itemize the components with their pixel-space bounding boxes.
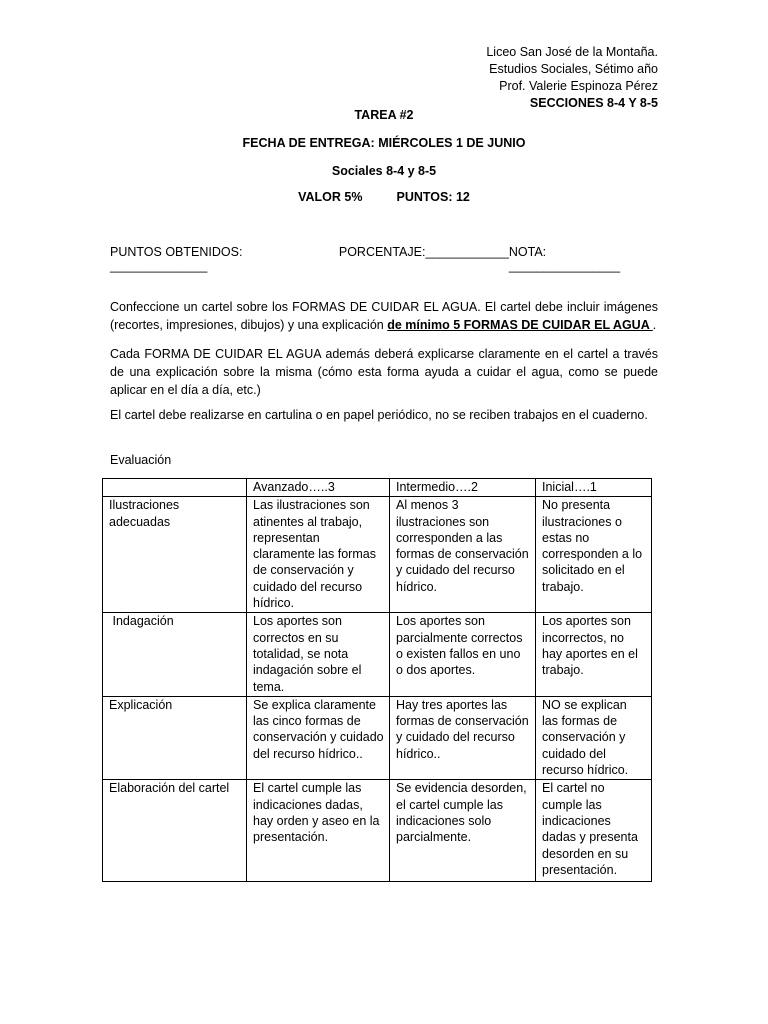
rubric-header-cell: Intermedio….2 <box>390 479 536 497</box>
due-date: FECHA DE ENTREGA: MIÉRCOLES 1 DE JUNIO <box>242 136 526 150</box>
rubric-header-row <box>103 479 652 497</box>
rubric-cell-initial: NO se explican las formas de conservación y cuidado del recurso hídrico. <box>536 696 652 779</box>
rubric-cell-advanced: Las ilustraciones son atinentes al trabajo, representan claramente las formas de conservación y cuidado del recurso hídrico. <box>247 497 390 613</box>
instruction-paragraph-1 <box>110 298 658 334</box>
group-label: Sociales 8-4 y 8-5 <box>331 164 437 178</box>
evaluation-rubric-table <box>102 478 652 882</box>
value-label: VALOR 5% <box>298 190 363 204</box>
sections-label: SECCIONES 8-4 Y 8-5 <box>529 96 658 110</box>
school-name: Liceo San José de la Montaña. <box>486 45 658 59</box>
rubric-cell-advanced: Los aportes son correctos en su totalidad, se nota indagación sobre el tema. <box>247 613 390 696</box>
rubric-row <box>103 613 652 696</box>
rubric-cell-advanced: Se explica claramente las cinco formas de conservación y cuidado del recurso hídrico.. <box>247 696 390 779</box>
instruction-paragraph-3: El cartel debe realizarse en cartulina o en papel periódico, no se reciben trabajos en el cuaderno. <box>110 408 648 422</box>
rubric-header-cell: Inicial….1 <box>536 479 652 497</box>
rubric-header-cell <box>103 479 247 497</box>
rubric-cell-intermediate: Se evidencia desorden, el cartel cumple las indicaciones solo parcialmente. <box>390 780 536 882</box>
instruction-1-emphasis: de mínimo 5 FORMAS DE CUIDAR EL AGUA <box>387 318 653 332</box>
rubric-row <box>103 696 652 779</box>
score-fields <box>110 245 658 273</box>
teacher-name: Prof. Valerie Espinoza Pérez <box>499 79 658 93</box>
rubric-row <box>103 497 652 613</box>
rubric-criterion: Indagación <box>103 613 247 696</box>
points-label: PUNTOS: 12 <box>396 190 470 204</box>
grade-field: NOTA: ________________ <box>508 245 621 273</box>
rubric-cell-intermediate: Al menos 3 ilustraciones son corresponden a las formas de conservación y cuidado del recurso hídrico. <box>390 497 536 613</box>
instruction-1-end: . <box>652 318 657 332</box>
rubric-cell-intermediate: Hay tres aportes las formas de conservación y cuidado del recurso hídrico.. <box>390 696 536 779</box>
course-name: Estudios Sociales, Sétimo año <box>489 62 658 76</box>
rubric-cell-intermediate: Los aportes son parcialmente correctos o existen fallos en uno o dos aportes. <box>390 613 536 696</box>
instruction-1-text: Confeccione un cartel sobre los FORMAS DE CUIDAR EL AGUA. El cartel debe incluir imágenes (recortes, impresiones, dibujos) y una explicación <box>110 300 658 332</box>
value-points-line <box>0 190 768 204</box>
percentage-field: PORCENTAJE:____________ <box>338 245 509 259</box>
rubric-cell-initial: Los aportes son incorrectos, no hay aportes en el trabajo. <box>536 613 652 696</box>
points-obtained-field: PUNTOS OBTENIDOS: ______________ <box>110 245 243 273</box>
document-header <box>486 44 658 112</box>
rubric-criterion: Explicación <box>103 696 247 779</box>
evaluation-label: Evaluación <box>110 453 172 467</box>
rubric-cell-advanced: El cartel cumple las indicaciones dadas, hay orden y aseo en la presentación. <box>247 780 390 882</box>
instruction-paragraph-2: Cada FORMA DE CUIDAR EL AGUA además deberá explicarse claramente en el cartel a través de una explicación sobre la misma (cómo esta forma ayuda a cuidar el agua, como se puede aplicar en el día a día, etc.) <box>110 347 658 397</box>
rubric-cell-initial: El cartel no cumple las indicaciones dadas y presenta desorden en su presentación. <box>536 780 652 882</box>
rubric-criterion: Ilustraciones adecuadas <box>103 497 247 613</box>
rubric-cell-initial: No presenta ilustraciones o estas no corresponden a lo solicitado en el trabajo. <box>536 497 652 613</box>
rubric-criterion: Elaboración del cartel <box>103 780 247 882</box>
assignment-title: TAREA #2 <box>354 108 414 122</box>
rubric-header-cell: Avanzado…..3 <box>247 479 390 497</box>
rubric-row <box>103 780 652 882</box>
